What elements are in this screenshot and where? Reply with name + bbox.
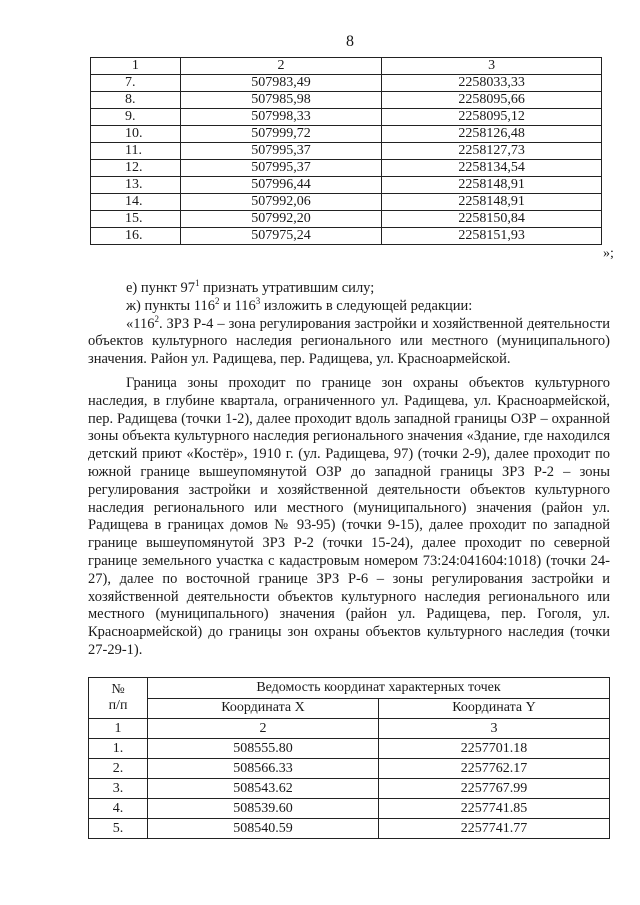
point-number: 5. (89, 819, 148, 839)
coord-y: 2258148,91 (382, 194, 602, 211)
index-cell: 1 (89, 719, 148, 739)
table-header-row (91, 58, 602, 75)
point-number: 1. (89, 739, 148, 759)
column-y-header: Координата Y (378, 698, 609, 719)
table-row (89, 799, 610, 819)
table-row (91, 75, 602, 92)
coord-x: 508566.33 (148, 759, 379, 779)
coord-x: 507992,06 (180, 194, 382, 211)
point-number: 12. (91, 160, 181, 177)
amendment-text (88, 280, 610, 660)
coordinates-table (88, 677, 610, 839)
table-row (91, 228, 602, 245)
item-e-text-end: признать утратившим силу; (199, 280, 375, 296)
superscript: 1 (194, 278, 200, 289)
coord-y: 2258095,12 (382, 109, 602, 126)
point-number: 13. (91, 177, 181, 194)
quote-close-mark: »; (603, 246, 614, 261)
item-zh-text-mid: и 116 (219, 297, 256, 314)
point-number: 9. (91, 109, 181, 126)
page-number: 8 (346, 33, 354, 50)
paragraph-116-2-text: . ЗРЗ Р-4 – зона регулирования застройки и хозяйственной деятельности объектов культурного наследия регионального или местного (муниципального) значения. Район ул. Радищева, пер. Радищева, ул. Красноармейской. (88, 315, 610, 368)
table-header-cell: 1 (91, 58, 181, 75)
table-row (89, 739, 610, 759)
table-index-row (89, 719, 610, 739)
coordinates-table-continued (90, 57, 602, 245)
superscript: 2 (215, 295, 220, 306)
item-zh-text: ж) пункты 116 (126, 297, 216, 314)
coord-x: 507995,37 (180, 143, 382, 160)
table-row (89, 819, 610, 839)
table-row (91, 211, 602, 228)
coord-x: 507983,49 (180, 75, 382, 92)
item-e-text: е) пункт 97 (126, 280, 195, 296)
index-cell: 2 (148, 719, 379, 739)
table-title: Ведомость координат характерных точек (148, 678, 610, 699)
table-header-row (89, 698, 610, 719)
coord-y: 2258148,91 (382, 177, 602, 194)
coord-x: 507975,24 (180, 228, 382, 245)
paragraph-116-2 (88, 313, 610, 369)
table-row (89, 759, 610, 779)
table-row (91, 177, 602, 194)
coord-x: 507999,72 (180, 126, 382, 143)
table-row (91, 126, 602, 143)
coord-x: 508555.80 (148, 739, 379, 759)
superscript: 3 (255, 295, 261, 306)
table-header-row (89, 678, 610, 699)
index-cell: 3 (378, 719, 609, 739)
point-number: 2. (89, 759, 148, 779)
table-row (91, 194, 602, 211)
coord-y: 2258033,33 (382, 75, 602, 92)
row-number-header: № п/п (89, 678, 148, 719)
coord-x: 507992,20 (180, 211, 382, 228)
coord-y: 2257741.85 (378, 799, 609, 819)
coord-y: 2257701.18 (378, 739, 609, 759)
coord-y: 2258151,93 (382, 228, 602, 245)
table-row (91, 143, 602, 160)
coord-x: 507985,98 (180, 92, 382, 109)
table-header-cell: 3 (382, 58, 602, 75)
coord-x: 507995,37 (180, 160, 382, 177)
point-number: 16. (91, 228, 181, 245)
point-number: 3. (89, 779, 148, 799)
coord-y: 2258126,48 (382, 126, 602, 143)
coord-y: 2257741.77 (378, 819, 609, 839)
point-number: 11. (91, 143, 181, 160)
item-zh (88, 295, 610, 316)
point-number: 10. (91, 126, 181, 143)
table-row (91, 92, 602, 109)
coord-y: 2257762.17 (378, 759, 609, 779)
coord-x: 507996,44 (180, 177, 382, 194)
coord-x: 508539.60 (148, 799, 379, 819)
coord-y: 2258134,54 (382, 160, 602, 177)
item-e (88, 280, 610, 298)
coord-y: 2258127,73 (382, 143, 602, 160)
point-number: 8. (91, 92, 181, 109)
coord-x: 507998,33 (180, 109, 382, 126)
item-zh-text-end: изложить в следующей редакции: (260, 297, 473, 314)
coord-y: 2257767.99 (378, 779, 609, 799)
point-number: 4. (89, 799, 148, 819)
paragraph-number: «116 (126, 315, 155, 332)
coord-x: 508543.62 (148, 779, 379, 799)
boundary-description: Граница зоны проходит по границе зон охраны объектов культурного наследия, в глубине квартала, ограниченного ул. Радищева, ул. Красноармейской, пер. Радищева (точки 1-2), далее проходит вдоль западной границы ОЗР – охранной зоны объекта культурного наследия регионального значения «Здание, где находился детский приют «Костёр», 1910 г. (ул. Радищева, 97) (точки 2-9), далее проходит по южной границе вышеупомянутой ОЗР до западной границы ЗРЗ Р-2 – зоны регулирования застройки и хозяйственной деятельности объектов культурного наследия регионального или местного (муниципального) значения (район ул. Радищева в границах домов № 93-95) (точки 9-15), далее проходит по западной границе вышеупомянутой ЗРЗ Р-2 (точки 15-24), далее проходит по северной границе земельного участка с кадастровым номером 73:24:041604:1018) (точки 24-27), далее по восточной границе ЗРЗ Р-6 – зоны регулирования застройки и хозяйственной деятельности объектов культурного наследия регионального или местного (муниципального) значения (район ул. Радищева, пер. Гоголя, ул. Красноармейской) до границы зон охраны объектов культурного наследия (точки 27-29-1). (88, 374, 610, 658)
table-row (91, 109, 602, 126)
coord-y: 2258095,66 (382, 92, 602, 109)
table-row (91, 160, 602, 177)
point-number: 15. (91, 211, 181, 228)
point-number: 7. (91, 75, 181, 92)
point-number: 14. (91, 194, 181, 211)
coord-y: 2258150,84 (382, 211, 602, 228)
superscript: 2 (154, 313, 159, 324)
column-x-header: Координата X (148, 698, 379, 719)
table-header-cell: 2 (180, 58, 382, 75)
coord-x: 508540.59 (148, 819, 379, 839)
table-row (89, 779, 610, 799)
